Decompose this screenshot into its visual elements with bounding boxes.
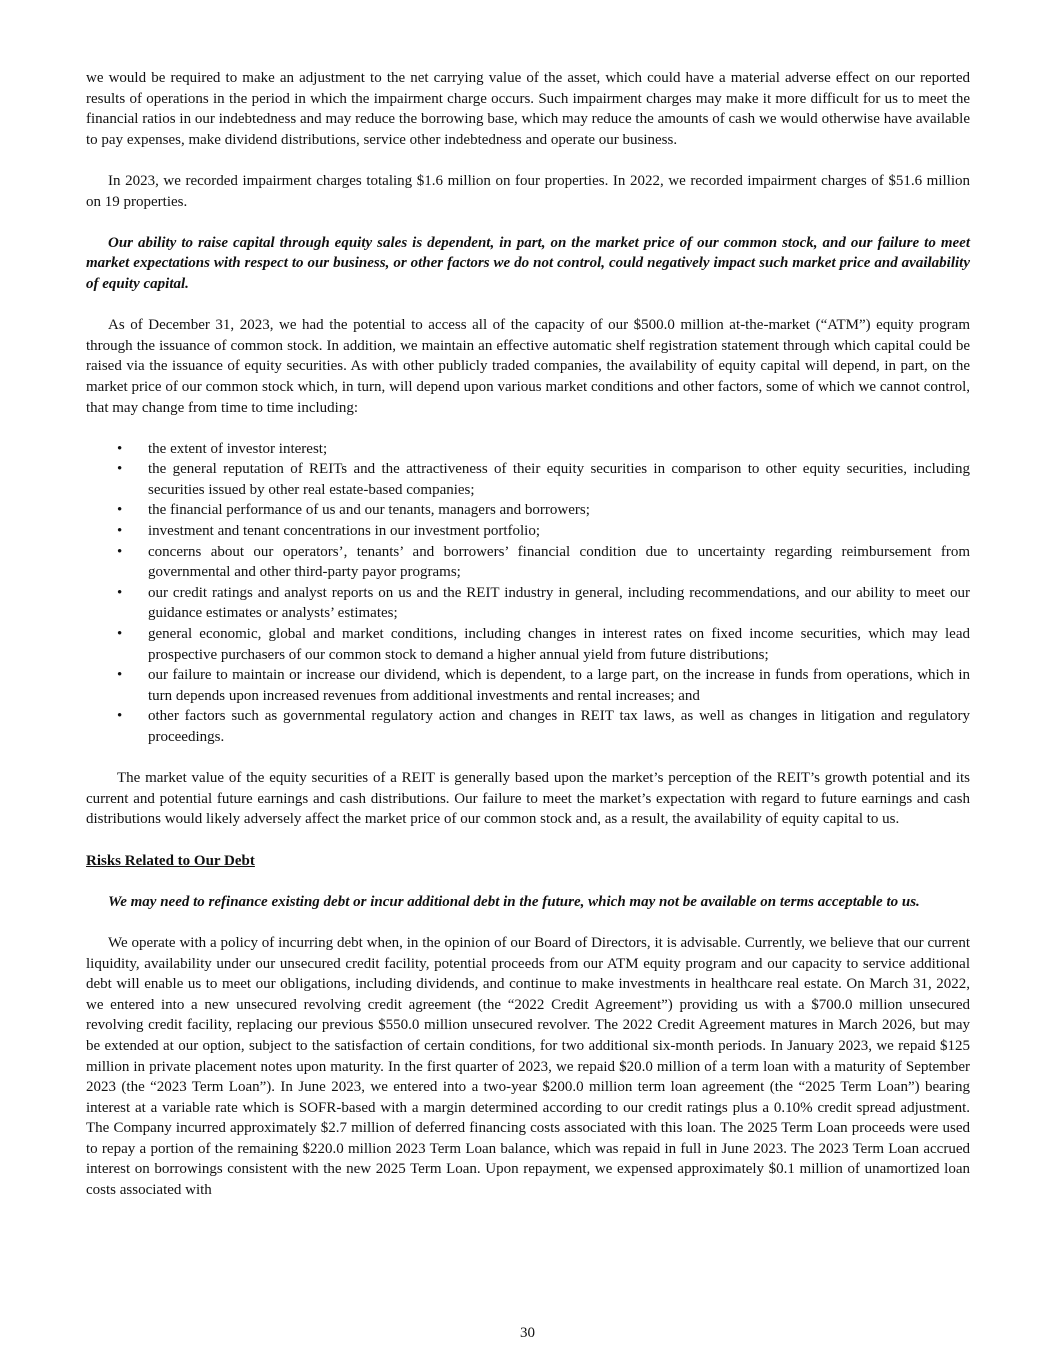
list-item: • our credit ratings and analyst reports on us and the REIT industry in general, including recommendations, and our ability to meet our guidance estimates or analysts’ estimates; xyxy=(86,583,970,624)
list-item: • the extent of investor interest; xyxy=(86,439,970,460)
list-item: • the general reputation of REITs and the attractiveness of their equity securities in comparison to other equity securities, including securities issued by other real estate-based companies; xyxy=(86,459,970,500)
page-number: 30 xyxy=(520,1325,535,1341)
paragraph-atm-program: As of December 31, 2023, we had the potential to access all of the capacity of our $500.0 million at-the-market (“ATM”) equity program through the issuance of common stock. In addition, we maintain an effective automatic shelf registration statement through which capital could be raised via the issuance of equity securities. As with other publicly traded companies, the availability of equity capital will depend, in part, on the market price of our common stock which, in turn, will depend upon various market conditions and other factors, some of which we cannot control, that may change from time to time including: xyxy=(86,317,970,416)
paragraph-impairment-charges: In 2023, we recorded impairment charges totaling $1.6 million on four properties. In 2022, we recorded impairment charges of $51.6 million on 19 properties. xyxy=(86,172,970,210)
market-factors-list xyxy=(86,439,970,748)
list-item: • other factors such as governmental regulatory action and changes in REIT tax laws, as well as changes in litigation and regulatory proceedings. xyxy=(86,706,970,747)
paragraph-debt-policy: We operate with a policy of incurring debt when, in the opinion of our Board of Directors, it is advisable. Currently, we believe that our current liquidity, availability under our unsecured credit facility, potential proceeds from our ATM equity program and our capacity to service additional debt will enable us to meet our obligations, including dividends, and continue to make investments in healthcare real estate. On March 31, 2022, we entered into a new unsecured revolving credit agreement (the “2022 Credit Agreement”) providing us with a $700.0 million unsecured revolving credit facility, replacing our previous $550.0 million unsecured revolver. The 2022 Credit Agreement matures in March 2026, but may be extended at our option, subject to the satisfaction of certain conditions, for two additional six-month periods. In January 2023, we repaid $125 million in private placement notes upon maturity. In the first quarter of 2023, we repaid $20.0 million of a term loan with a maturity of September 2023 (the “2023 Term Loan”). In June 2023, we entered into a two-year $200.0 million term loan agreement (the “2025 Term Loan”) bearing interest at a variable rate which is SOFR-based with a margin determined according to our credit ratings plus a 0.10% credit spread adjustment. The Company incurred approximately $2.7 million of deferred financing costs associated with this loan. The 2025 Term Loan proceeds were used to repay a portion of the remaining $220.0 million 2023 Term Loan balance, which was repaid in full in June 2023. The 2023 Term Loan accrued interest on borrowings consistent with the new 2025 Term Loan. Upon repayment, we expensed approximately $0.1 million of unamortized loan costs associated with xyxy=(86,934,970,1199)
document-page xyxy=(86,68,970,1201)
risk-factor-heading-equity: Our ability to raise capital through equity sales is dependent, in part, on the market price of our common stock, and our failure to meet market expectations with respect to our business, or other factors we do not control, could negatively impact such market price and availability of equity capital. xyxy=(86,234,970,292)
list-item: • concerns about our operators’, tenants’ and borrowers’ financial condition due to uncertainty regarding reimbursement from governmental and other third-party payor programs; xyxy=(86,542,970,583)
list-item: • investment and tenant concentrations in our investment portfolio; xyxy=(86,521,970,542)
list-item: • general economic, global and market conditions, including changes in interest rates on fixed income securities, which may lead prospective purchasers of our common stock to demand a higher annual yield from future distributions; xyxy=(86,624,970,665)
paragraph-market-value: The market value of the equity securities of a REIT is generally based upon the market’s perception of the REIT’s growth potential and its current and potential future earnings and cash distributions. Our failure to meet the market’s expectation with regard to future earnings and cash distributions would likely adversely affect the market price of our common stock and, as a result, the availability of equity capital to us. xyxy=(86,770,970,828)
paragraph-impairment-continued: we would be required to make an adjustment to the net carrying value of the asset, which could have a material adverse effect on our reported results of operations in the period in which the impairment charge occurs. Such impairment charges may make it more difficult for us to meet the financial ratios in our indebtedness and may reduce the borrowing base, which may reduce the amounts of cash we would otherwise have available to pay expenses, make dividend distributions, service other indebtedness and operate our business. xyxy=(86,70,970,148)
risk-factor-heading-debt: We may need to refinance existing debt or incur additional debt in the future, which may not be available on terms acceptable to us. xyxy=(108,893,920,910)
list-item: • the financial performance of us and our tenants, managers and borrowers; xyxy=(86,500,970,521)
section-heading-debt-risks: Risks Related to Our Debt xyxy=(86,852,255,869)
list-item: • our failure to maintain or increase our dividend, which is dependent, to a large part, on the increase in funds from operations, which in turn depends upon increased revenues from additional investments and rental increases; and xyxy=(86,665,970,706)
